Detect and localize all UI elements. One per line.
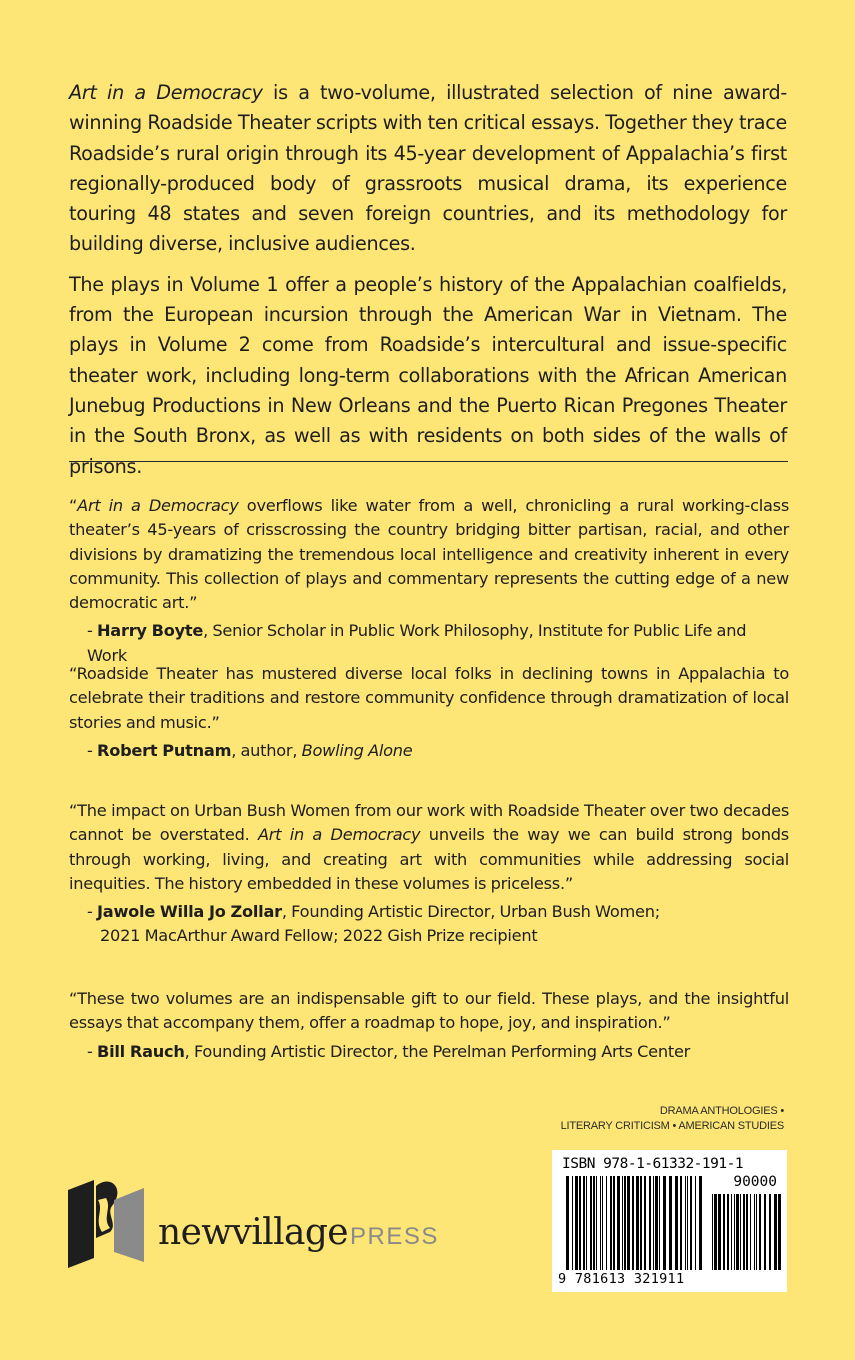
blurb-attribution-line-2: 2021 MacArthur Award Fellow; 2022 Gish Prize recipient [100, 926, 538, 946]
subject-categories: DRAMA ANTHOLOGIES • LITERARY CRITICISM • AMERICAN STUDIES [560, 1105, 784, 1132]
blurb-quote: “Art in a Democracy overflows like water from a well, chronicling a rural working-class theater’s 45-years of crisscrossing the country bridging bitter partisan, racial, and other divisions by dramatizing the tremendous local intelligence and creativity inherent in every community. This collection of plays and commentary represents the cutting edge of a new democratic art.” [69, 496, 790, 613]
publisher-logo-icon [66, 1176, 146, 1268]
isbn-label: ISBN 978-1-61332-191-1 [562, 1156, 744, 1172]
blurb-quote: “The impact on Urban Bush Women from our work with Roadside Theater over two decades cannot be overstated. Art in a Democracy unveils the way we can build strong bonds through working, living, and creating art with communities while addressing social inequities. The history embedded in these volumes is priceless.” [69, 801, 789, 893]
blurb-quote: “These two volumes are an indispensable gift to our field. These plays, and the insightful essays that accompany them, offer a roadmap to hope, joy, and inspiration.” [69, 989, 789, 1033]
barcode-digits: 9 781613 321911 [558, 1271, 685, 1287]
synopsis [69, 78, 787, 492]
blurb-rauch [69, 987, 789, 1064]
blurb-attribution: - Harry Boyte, Senior Scholar in Public Work Philosophy, Institute for Public Life and Work [87, 621, 747, 665]
divider-rule [69, 461, 788, 462]
synopsis-paragraph-2: The plays in Volume 1 offer a people’s history of the Appalachian coalfields, from the European incursion through the American War in Vietnam. The plays in Volume 2 come from Roadside’s intercultural and issue-specific theater work, including long-term collaborations with the African American Junebug Productions in New Orleans and the Puerto Rican Pregones Theater in the South Bronx, as well as with residents on both sides of the walls of prisons. [69, 272, 787, 478]
isbn-barcode [552, 1150, 787, 1292]
blurb-attribution: - Robert Putnam, author, Bowling Alone [87, 740, 413, 760]
synopsis-paragraph-1: Art in a Democracy is a two-volume, illustrated selection of nine award-winning Roadside Theater scripts with ten critical essays. Together they trace Roadside’s rural origin through its 45-year development of Appalachia’s first regionally-produced body of grassroots musical drama, its experience touring 48 states and seven foreign countries, and its methodology for building diverse, inclusive audiences. [69, 81, 788, 256]
book-title: Art in a Democracy [69, 81, 263, 104]
blurb-putnam [69, 662, 789, 763]
publisher-name: newvillagePRESS [158, 1212, 439, 1253]
blurb-boyte [69, 494, 789, 668]
blurb-zollar [69, 799, 789, 949]
blurb-attribution: - Bill Rauch, Founding Artistic Director, the Perelman Performing Arts Center [87, 1041, 691, 1061]
blurb-attribution: - Jawole Willa Jo Zollar, Founding Artistic Director, Urban Bush Women; [87, 902, 660, 922]
blurb-quote: “Roadside Theater has mustered diverse local folks in declining towns in Appalachia to celebrate their traditions and restore community confidence through dramatization of local stories and music.” [69, 664, 789, 732]
price-code: 90000 [733, 1174, 777, 1190]
